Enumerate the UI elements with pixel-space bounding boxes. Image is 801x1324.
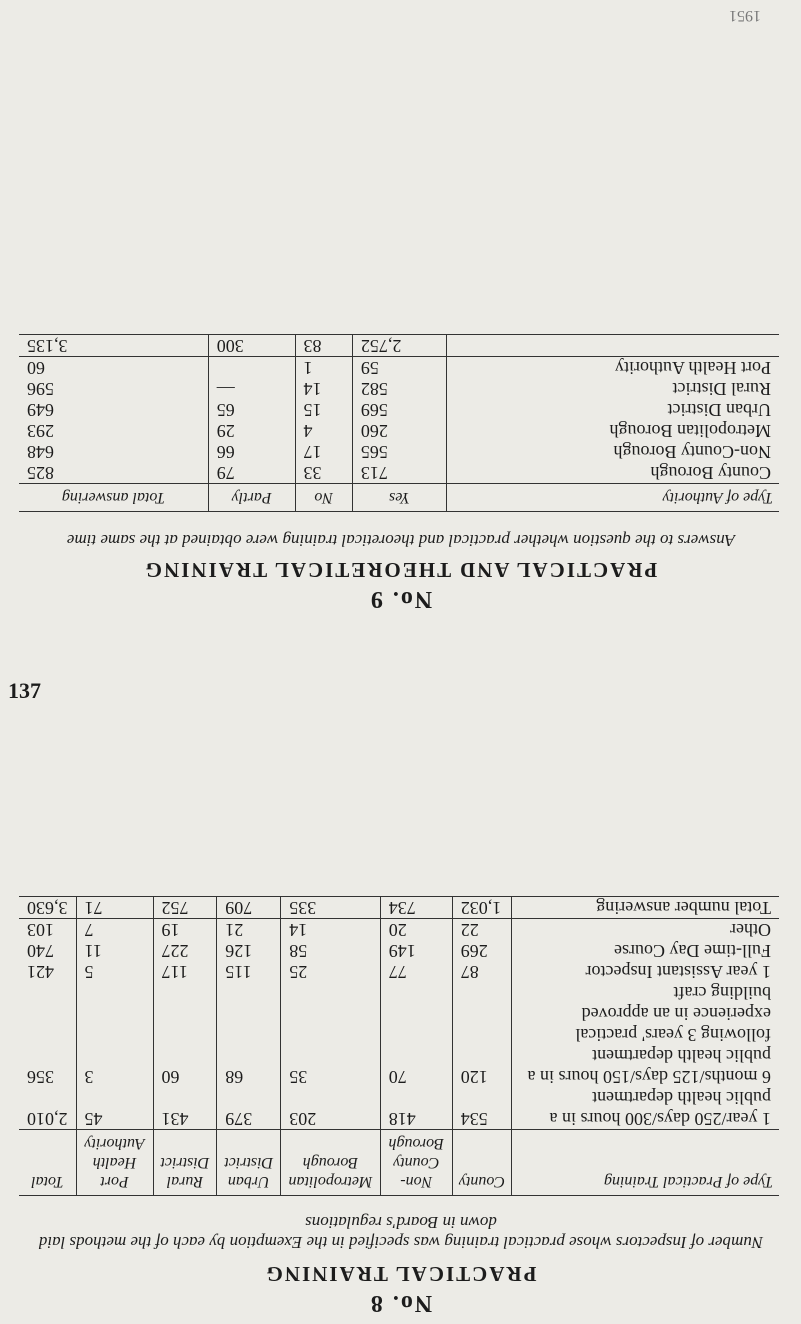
cell-value: 29 (208, 420, 295, 441)
cell-value: 5 (76, 961, 153, 982)
cell-value: 752 (153, 897, 217, 919)
col-header: Partly (208, 484, 295, 512)
cell-value: 70 (380, 982, 452, 1087)
cell-value: 379 (217, 1087, 281, 1130)
table-row (19, 399, 779, 420)
table-row (19, 357, 779, 379)
cell-value: 740 (19, 940, 76, 961)
row-label: Port Health Authority (615, 358, 771, 378)
cell-value: 126 (217, 940, 281, 961)
cell-value: 17 (295, 441, 352, 462)
cell-value: 25 (281, 961, 381, 982)
cell-value: 649 (19, 399, 208, 420)
cell-value: 66 (208, 441, 295, 462)
cell-value: 1 (295, 357, 352, 379)
cell-value: 4 (295, 420, 352, 441)
cell-value: 33 (295, 462, 352, 484)
row-label: Full-time Day Course (614, 941, 771, 961)
section8-title: PRACTICAL TRAINING (264, 1262, 537, 1286)
cell-value: 115 (217, 961, 281, 982)
section9-heading: No. 9 (368, 586, 433, 612)
cell-value: 45 (76, 1087, 153, 1130)
section9-table (19, 334, 779, 512)
cell-value: 596 (19, 378, 208, 399)
section9-title: PRACTICAL AND THEORETICAL TRAINING (143, 558, 658, 582)
table-row (19, 378, 779, 399)
cell-value: 565 (352, 441, 446, 462)
cell-value: 648 (19, 441, 208, 462)
cell-value: 1,032 (452, 897, 511, 919)
section9-caption: Answers to the question whether practical and theoretical training were obtained at the same time (66, 531, 736, 550)
cell-value: 3,135 (19, 335, 208, 357)
row-label: Rural District (672, 379, 771, 399)
cell-value (208, 357, 295, 379)
cell-value: 709 (217, 897, 281, 919)
table-row (19, 961, 779, 982)
section8-caption: Number of Inspectors whose practical training was specified in the Exemption by each of the methods laid down in Board's regulations (38, 1213, 764, 1252)
cell-value: 149 (380, 940, 452, 961)
row-label: Other (730, 920, 771, 940)
cell-value: 79 (208, 462, 295, 484)
col-header: Port Health Authority (76, 1130, 153, 1196)
cell-value: 77 (380, 961, 452, 982)
cell-value: — (208, 378, 295, 399)
cell-value: 87 (452, 961, 511, 982)
section8-heading: No. 8 (368, 1290, 433, 1316)
cell-value: 335 (281, 897, 381, 919)
cell-value: 418 (380, 1087, 452, 1130)
cell-value: 22 (452, 919, 511, 941)
cell-value: 534 (452, 1087, 511, 1130)
cell-value: 3,630 (19, 897, 76, 919)
cell-value: 7 (76, 919, 153, 941)
col-header: Type of Practical Training (512, 1130, 780, 1196)
table-row (19, 897, 779, 919)
col-header: Metropolitan Borough (281, 1130, 381, 1196)
cell-value: 19 (153, 919, 217, 941)
row-label: 6 months/125 days/150 hours in a public health department following 3 years' practical experience in an approved building craft (527, 983, 771, 1087)
cell-value: 713 (352, 462, 446, 484)
cell-value: 60 (19, 357, 208, 379)
table-row (19, 420, 779, 441)
cell-value: 203 (281, 1087, 381, 1130)
cell-value: 117 (153, 961, 217, 982)
cell-value: 20 (380, 919, 452, 941)
cell-value: 15 (295, 399, 352, 420)
col-header: Yes (352, 484, 446, 512)
cell-value: 65 (208, 399, 295, 420)
cell-value: 11 (76, 940, 153, 961)
cell-value: 356 (19, 982, 76, 1087)
cell-value: 68 (217, 982, 281, 1087)
cell-value: 421 (19, 961, 76, 982)
row-label: Non-County Borough (613, 442, 771, 462)
cell-value: 3 (76, 982, 153, 1087)
cell-value: 58 (281, 940, 381, 961)
table-row (19, 919, 779, 941)
cell-value: 59 (352, 357, 446, 379)
col-header: Type of Authority (447, 484, 780, 512)
col-header: Total (19, 1130, 76, 1196)
cell-value: 734 (380, 897, 452, 919)
table-row (19, 982, 779, 1087)
col-header: Total answering (19, 484, 208, 512)
cell-value: 71 (76, 897, 153, 919)
cell-value: 14 (281, 919, 381, 941)
row-label: Urban District (667, 400, 771, 420)
row-label: County Borough (650, 463, 771, 483)
col-header: Non-County Borough (380, 1130, 452, 1196)
cell-value: 14 (295, 378, 352, 399)
row-label: 1 year/250 days/300 hours in a public health department (549, 1088, 771, 1129)
cell-value: 569 (352, 399, 446, 420)
page-number: 137 (8, 678, 41, 703)
cell-value: 582 (352, 378, 446, 399)
cell-value: 2,752 (352, 335, 446, 357)
cell-value: 2,010 (19, 1087, 76, 1130)
row-label: Metropolitan Borough (609, 421, 771, 441)
col-header: County (452, 1130, 511, 1196)
row-label (447, 335, 780, 357)
cell-value: 83 (295, 335, 352, 357)
row-label: Total number answering (512, 897, 780, 919)
cell-value: 35 (281, 982, 381, 1087)
cell-value: 103 (19, 919, 76, 941)
cell-value: 300 (208, 335, 295, 357)
cell-value: 227 (153, 940, 217, 961)
cell-value: 293 (19, 420, 208, 441)
col-header: Urban District (217, 1130, 281, 1196)
table-row (19, 441, 779, 462)
table-row (19, 462, 779, 484)
cell-value: 120 (452, 982, 511, 1087)
col-header: No (295, 484, 352, 512)
cell-value: 825 (19, 462, 208, 484)
table-row (19, 1087, 779, 1130)
table-row (19, 940, 779, 961)
cell-value: 60 (153, 982, 217, 1087)
cell-value: 260 (352, 420, 446, 441)
cell-value: 431 (153, 1087, 217, 1130)
row-label: 1 year Assistant Inspector (585, 962, 771, 982)
section8-table (19, 896, 779, 1196)
col-header: Rural District (153, 1130, 217, 1196)
footer-fragment: 1951 (729, 7, 761, 24)
cell-value: 269 (452, 940, 511, 961)
cell-value: 21 (217, 919, 281, 941)
table-row (19, 335, 779, 357)
